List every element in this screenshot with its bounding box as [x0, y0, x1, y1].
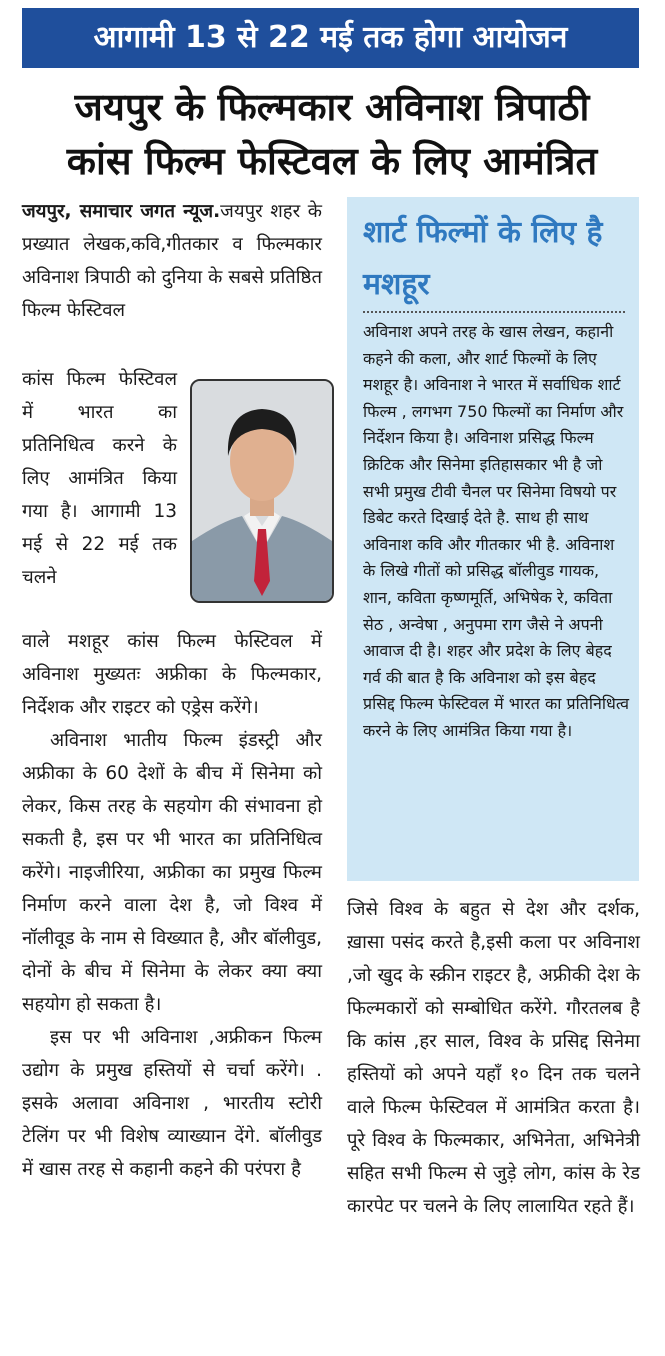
article-column-left-top [22, 195, 322, 327]
article-intro-rest: वाले मशहूर कांस फिल्म फेस्टिवल में अविनाश मुख्यतः अफ्रीका के फिल्मकार, निर्देशक और राइटर को एड्रेस करेंगे। [22, 631, 322, 718]
sidebar-box [347, 197, 639, 881]
sidebar-divider [363, 311, 625, 313]
dateline: जयपुर, समाचार जगत न्यूज. [22, 201, 221, 222]
article-intro-narrow: कांस फिल्म फेस्टिवल में भारत का प्रतिनिधित्व करने के लिए आमंत्रित किया गया है। आगामी 13 मई से 22 मई तक चलने [22, 369, 177, 588]
author-photo [190, 379, 334, 603]
sidebar-body: अविनाश अपने तरह के खास लेखन, कहानी कहने की कला, और शार्ट फिल्मों के लिए मशहूर है। अविनाश ने भारत में सर्वाधिक शार्ट फिल्म , लगभग 750 फिल्मों का निर्माण और निर्देशन किया है। अविनाश प्रसिद्ध फिल्म क्रिटिक और सिनेमा इतिहासकार भी है जो सभी प्रमुख टीवी चैनल पर सिनेमा विषयो पर डिबेट करते दिखाई देते है. साथ ही साथ अविनाश कवि और गीतकार भी है. अविनाश के लिखे गीतों को प्रसिद्ध बॉलीवुड गायक, शान, कविता कृष्णमूर्ति, अभिषेक रे, कविता सेठ , अन्वेषा , अनुपमा राग जैसे ने अपनी आवाज दी है। शहर और प्रदेश के लिए बेहद गर्व की बात है कि अविनाश को इस बेहद प्रसिद्द फिल्म फेस्टिवल में भारत का प्रतिनिधित्व करने के लिए आमंत्रित किया गया है। [363, 322, 629, 740]
headline-line-2: कांस फिल्म फेस्टिवल के लिए आमंत्रित [66, 139, 598, 183]
article-para-3: इस पर भी अविनाश ,अफ्रीकन फिल्म उद्योग के प्रमुख हस्तियों से चर्चा करेंगे। . इसके अलावा अविनाश , भारतीय स्टोरी टेलिंग पर भी विशेष व्याख्यान देंगे. बॉलीवुड में खास तरह से कहानी कहने की परंपरा है [22, 1027, 322, 1180]
article-column-left-narrow [22, 363, 177, 594]
headline [22, 80, 642, 188]
headline-line-1: जयपुर के फिल्मकार अविनाश त्रिपाठी [74, 85, 590, 129]
article-column-left-bottom [22, 625, 322, 1186]
article-para-2: अविनाश भातीय फिल्म इंडस्ट्री और अफ्रीका के 60 देशों के बीच में सिनेमा को लेकर, किस तरह के सहयोग की संभावना हो सकती है, इस पर भी भारत का प्रतिनिधित्व करेंगे। नाइजीरिया, अफ्रीका का प्रमुख फिल्म निर्माण करने वाला देश है, जो विश्व में नॉलीवूड के नाम से विख्यात है, और बॉलीवुड, दोनों के बीच में सिनेमा के लेकर क्या क्या सहयोग हो सकता है। [22, 730, 322, 1015]
article-right-text: जिसे विश्व के बहुत से देश और दर्शक, ख़ासा पसंद करते है,इसी कला पर अविनाश ,जो खुद के स्क्रीन राइटर है, अफ्रीकी देश के फिल्मकारों को सम्बोधित करेंगे. गौरतलब है कि कांस ,हर साल, विश्व के प्रसिद्द सिनेमा हस्तियों को अपने यहाँ १० दिन तक चलने वाले फिल्म फेस्टिवल में आमंत्रित करता है। पूरे विश्व के फिल्मकार, अभिनेता, अभिनेत्री सहित सभी फिल्म से जुड़े लोग, कांस के रेड कारपेट पर चलने के लिए लालायित रहते हैं। [347, 899, 640, 1217]
person-portrait-icon [192, 381, 332, 601]
article-intro: जयपुर शहर के प्रख्यात लेखक,कवि,गीतकार व फिल्मकार अविनाश त्रिपाठी को दुनिया के सबसे प्रतिष्ठित फिल्म फेस्टिवल [22, 201, 322, 321]
sidebar-title: शार्ट फिल्मों के लिए है मशहूर [363, 215, 603, 302]
article-column-right [347, 893, 640, 1223]
banner-kicker: आगामी 13 से 22 मई तक होगा आयोजन [22, 8, 639, 68]
